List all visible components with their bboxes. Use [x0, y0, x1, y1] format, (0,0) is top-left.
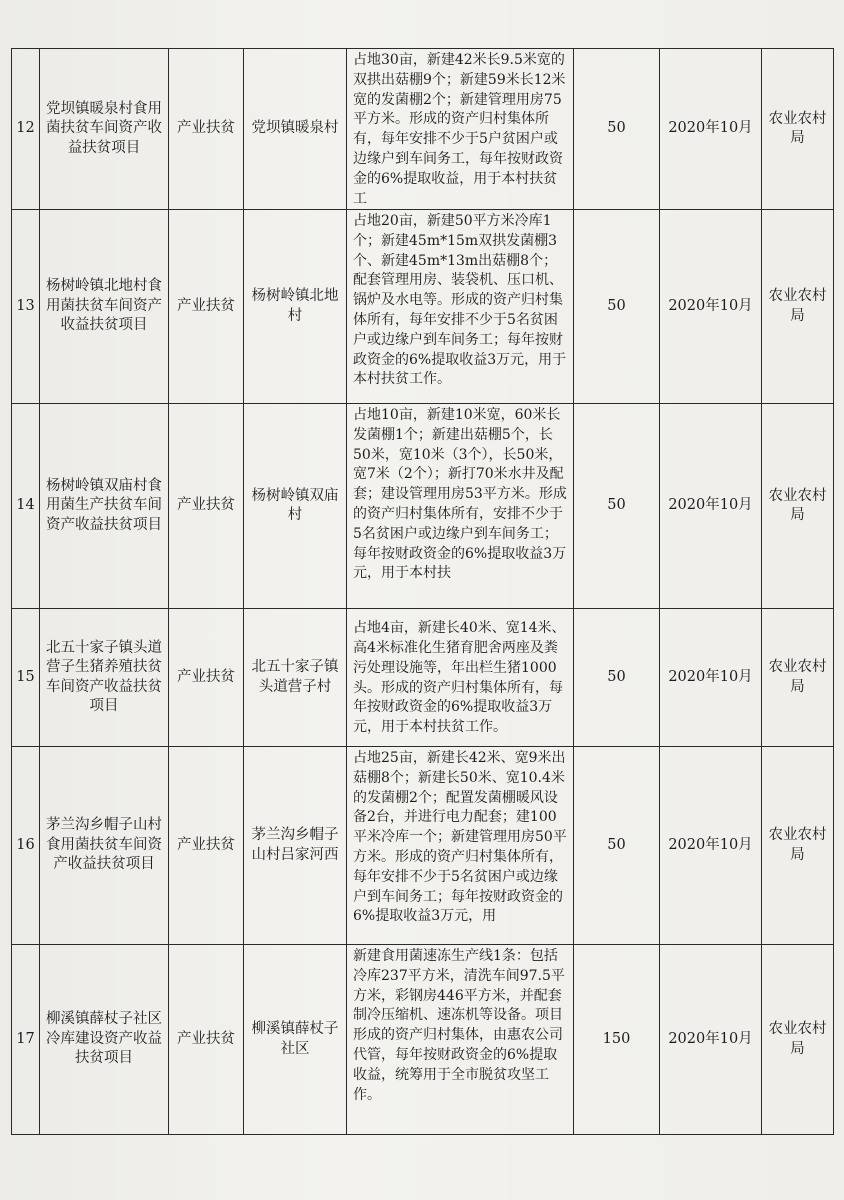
- project-content-text: 新建食用菌速冻生产线1条：包括冷库237平方米，清洗车间97.5平方米，彩钢房446平方米，并配套制冷压缩机、速冻机等设备。项目形成的资产归村集体，由惠农公司代管，每年按财政资金的6%提取收益，统筹用于全市脱贫攻坚工作。: [353, 948, 565, 1103]
- project-name: 党坝镇暖泉村食用菌扶贫车间资产收益扶贫项目: [40, 49, 169, 210]
- project-name: 柳溪镇薛杖子社区冷库建设资产收益扶贫项目: [40, 945, 169, 1135]
- project-content-text: 占地30亩，新建42米长9.5米宽的双拱出菇棚9个；新建59米长12米宽的发菌棚2个；新建管理用房75平方米。形成的资产归村集体所有，每年安排不少于5户贫困户或边缘户到车间务工，每年按财政资金的6%提取收益，用于本村扶贫工: [353, 52, 566, 207]
- project-name: 杨树岭镇双庙村食用菌生产扶贫车间资产收益扶贫项目: [40, 404, 169, 609]
- table-row: [12, 210, 834, 404]
- row-index: 13: [12, 210, 40, 404]
- row-index: 16: [12, 747, 40, 945]
- project-type: 产业扶贫: [169, 49, 244, 210]
- project-date: 2020年10月: [660, 404, 762, 609]
- responsible-department: 农业农村局: [762, 49, 834, 210]
- project-location: 茅兰沟乡帽子山村吕家河西: [244, 747, 347, 945]
- project-type: 产业扶贫: [169, 747, 244, 945]
- project-date: 2020年10月: [660, 945, 762, 1135]
- project-name: 茅兰沟乡帽子山村食用菌扶贫车间资产收益扶贫项目: [40, 747, 169, 945]
- project-location: 北五十家子镇头道营子村: [244, 609, 347, 747]
- responsible-department: 农业农村局: [762, 210, 834, 404]
- table-row: [12, 49, 834, 210]
- responsible-department: 农业农村局: [762, 404, 834, 609]
- responsible-department: 农业农村局: [762, 609, 834, 747]
- project-amount: 50: [574, 404, 660, 609]
- project-location: 杨树岭镇北地村: [244, 210, 347, 404]
- project-content-text: 占地4亩，新建长40米、宽14米、高4米标准化生猪育肥舍两座及粪污处理设施等，年出栏生猪1000头。形成的资产归村集体所有，每年按财政资金的6%提取收益3万元，用于本村扶贫工作。: [353, 620, 566, 736]
- project-type: 产业扶贫: [169, 609, 244, 747]
- project-content: [347, 747, 574, 945]
- project-content: [347, 945, 574, 1135]
- project-amount: 150: [574, 945, 660, 1135]
- project-amount: 50: [574, 49, 660, 210]
- project-name: 北五十家子镇头道营子生猪养殖扶贫车间资产收益扶贫项目: [40, 609, 169, 747]
- project-content: [347, 404, 574, 609]
- project-content-text: 占地25亩，新建长42米、宽9米出菇棚8个；新建长50米、宽10.4米的发菌棚2个；配置发菌棚暖风设备2台，并进行电力配套；建100平米冷库一个；新建管理用房50平方米。形成的资产归村集体所有，每年安排不少于5名贫困户或边缘户到车间务工；每年按财政资金的6%提取收益3万元，用: [353, 750, 567, 925]
- project-location: 杨树岭镇双庙村: [244, 404, 347, 609]
- table-row: [12, 404, 834, 609]
- project-date: 2020年10月: [660, 210, 762, 404]
- project-amount: 50: [574, 609, 660, 747]
- project-date: 2020年10月: [660, 609, 762, 747]
- project-type: 产业扶贫: [169, 945, 244, 1135]
- responsible-department: 农业农村局: [762, 945, 834, 1135]
- project-content-text: 占地20亩，新建50平方米冷库1个；新建45m*15m双拱发菌棚3个、新建45m*13m出菇棚8个；配套管理用房、装袋机、压口机、锅炉及水电等。形成的资产归村集体所有，每年安排不少于5名贫困户或边缘户到车间务工；每年按财政资金的6%提取收益3万元，用于本村扶贫工作。: [353, 213, 567, 388]
- project-content-text: 占地10亩，新建10米宽，60米长发菌棚1个；新建出菇棚5个，长50米，宽10米（3个），长50米，宽7米（2个）；新打70米水井及配套；建设管理用房53平方米。形成的资产归村集体所有，安排不少于5名贫困户或边缘户到车间务工；每年按财政资金的6%提取收益3万元，用于本村扶: [353, 407, 567, 582]
- table-row: [12, 945, 834, 1135]
- project-content: [347, 609, 574, 747]
- row-index: 14: [12, 404, 40, 609]
- project-amount: 50: [574, 747, 660, 945]
- row-index: 15: [12, 609, 40, 747]
- row-index: 17: [12, 945, 40, 1135]
- responsible-department: 农业农村局: [762, 747, 834, 945]
- project-table: [11, 48, 834, 1135]
- project-date: 2020年10月: [660, 747, 762, 945]
- row-index: 12: [12, 49, 40, 210]
- project-amount: 50: [574, 210, 660, 404]
- project-location: 党坝镇暖泉村: [244, 49, 347, 210]
- project-location: 柳溪镇薛杖子社区: [244, 945, 347, 1135]
- project-type: 产业扶贫: [169, 404, 244, 609]
- project-content: [347, 49, 574, 210]
- project-type: 产业扶贫: [169, 210, 244, 404]
- table-row: [12, 747, 834, 945]
- project-date: 2020年10月: [660, 49, 762, 210]
- table-row: [12, 609, 834, 747]
- project-content: [347, 210, 574, 404]
- project-name: 杨树岭镇北地村食用菌扶贫车间资产收益扶贫项目: [40, 210, 169, 404]
